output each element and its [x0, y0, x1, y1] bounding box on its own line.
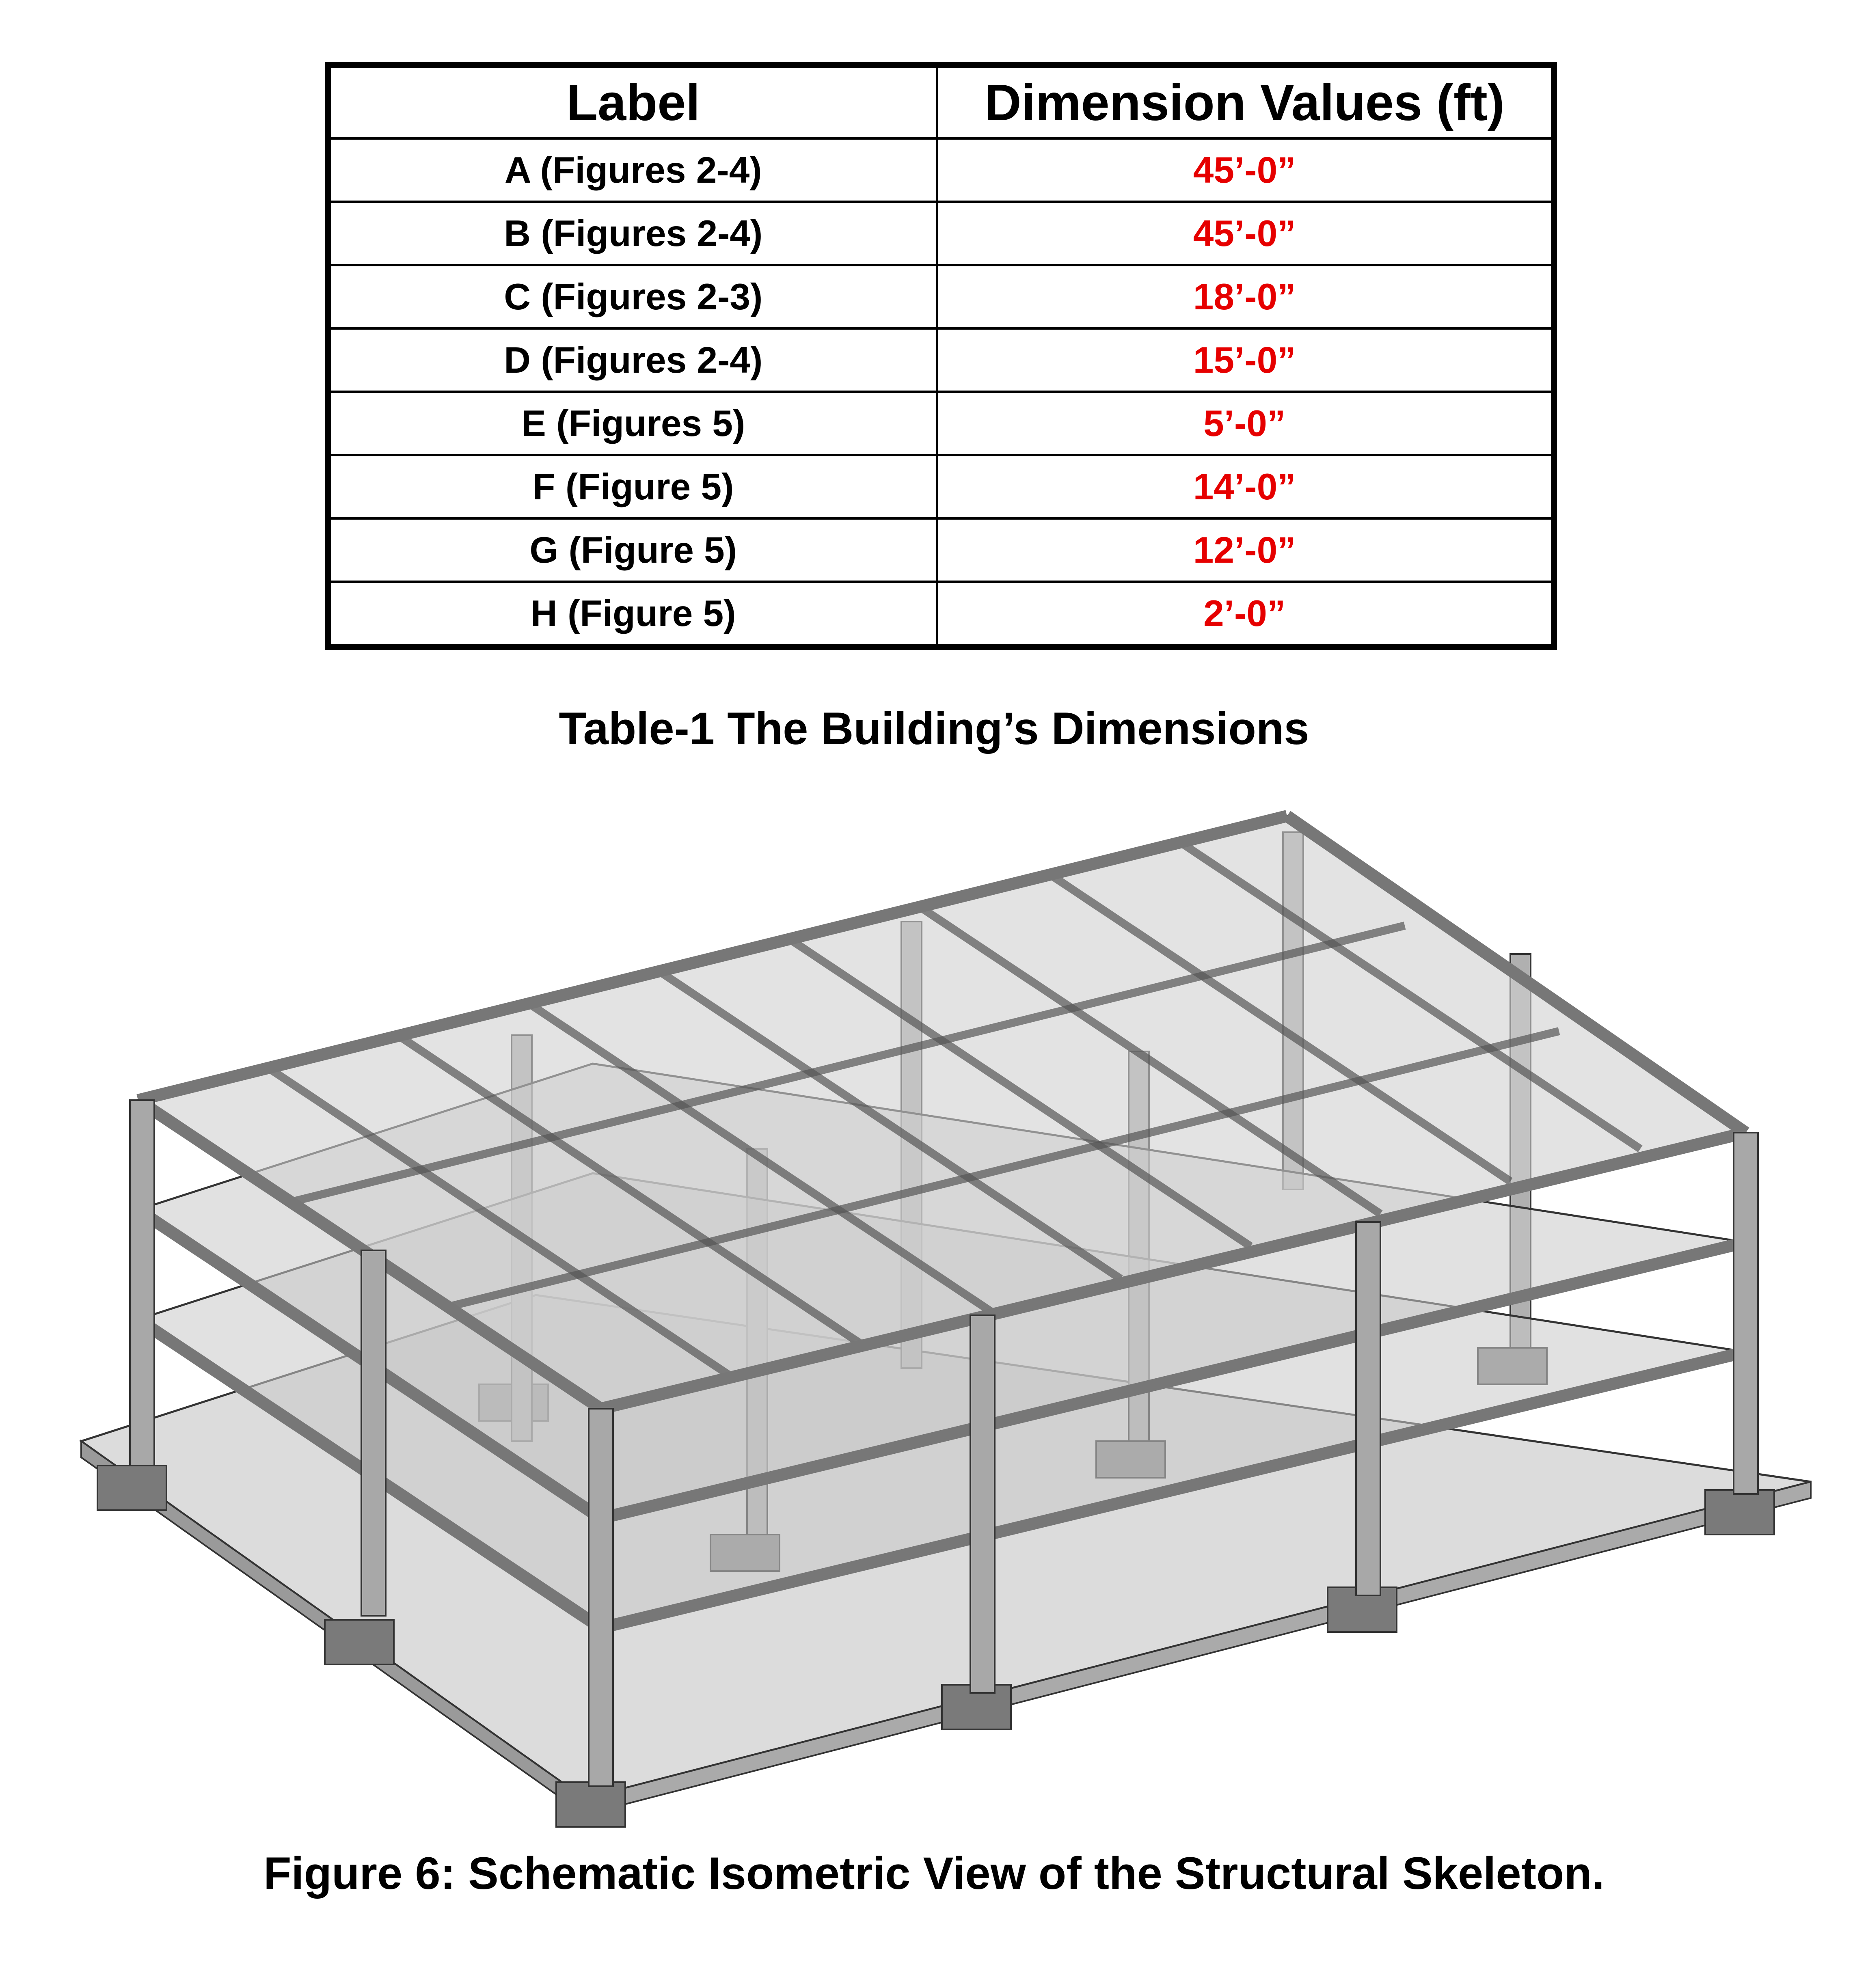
row-label: F (Figure 5)	[328, 455, 937, 518]
footing	[97, 1466, 166, 1510]
footing	[556, 1782, 625, 1827]
table-row	[328, 138, 1554, 202]
column	[130, 1100, 154, 1466]
table-row	[328, 202, 1554, 265]
row-value: 45’-0”	[937, 138, 1554, 202]
row-label: A (Figures 2-4)	[328, 138, 937, 202]
row-label: B (Figures 2-4)	[328, 202, 937, 265]
table-header-row	[328, 65, 1554, 139]
row-label: G (Figure 5)	[328, 518, 937, 582]
table-row	[328, 518, 1554, 582]
column	[1734, 1133, 1758, 1494]
footing	[325, 1620, 394, 1664]
row-value: 14’-0”	[937, 455, 1554, 518]
row-value: 2’-0”	[937, 582, 1554, 647]
value-column-header: Dimension Values (ft)	[937, 65, 1554, 139]
column	[970, 1315, 995, 1693]
table-caption: Table-1 The Building’s Dimensions	[559, 703, 1309, 754]
dimensions-table	[325, 62, 1557, 650]
column	[589, 1409, 613, 1786]
table-row	[328, 455, 1554, 518]
row-label: D (Figures 2-4)	[328, 328, 937, 392]
column	[361, 1250, 386, 1616]
figure-caption: Figure 6: Schematic Isometric View of the Structural Skeleton.	[263, 1848, 1605, 1899]
structural-skeleton-figure	[0, 792, 1868, 1831]
column	[1356, 1222, 1380, 1595]
row-label: H (Figure 5)	[328, 582, 937, 647]
table-row	[328, 328, 1554, 392]
footing	[1705, 1490, 1774, 1535]
row-value: 45’-0”	[937, 202, 1554, 265]
row-value: 12’-0”	[937, 518, 1554, 582]
table-row	[328, 582, 1554, 647]
row-label: E (Figures 5)	[328, 392, 937, 455]
table-row	[328, 392, 1554, 455]
row-label: C (Figures 2-3)	[328, 265, 937, 328]
row-value: 18’-0”	[937, 265, 1554, 328]
label-column-header: Label	[328, 65, 937, 139]
isometric-drawing	[81, 816, 1811, 1827]
row-value: 15’-0”	[937, 328, 1554, 392]
table-row	[328, 265, 1554, 328]
row-value: 5’-0”	[937, 392, 1554, 455]
